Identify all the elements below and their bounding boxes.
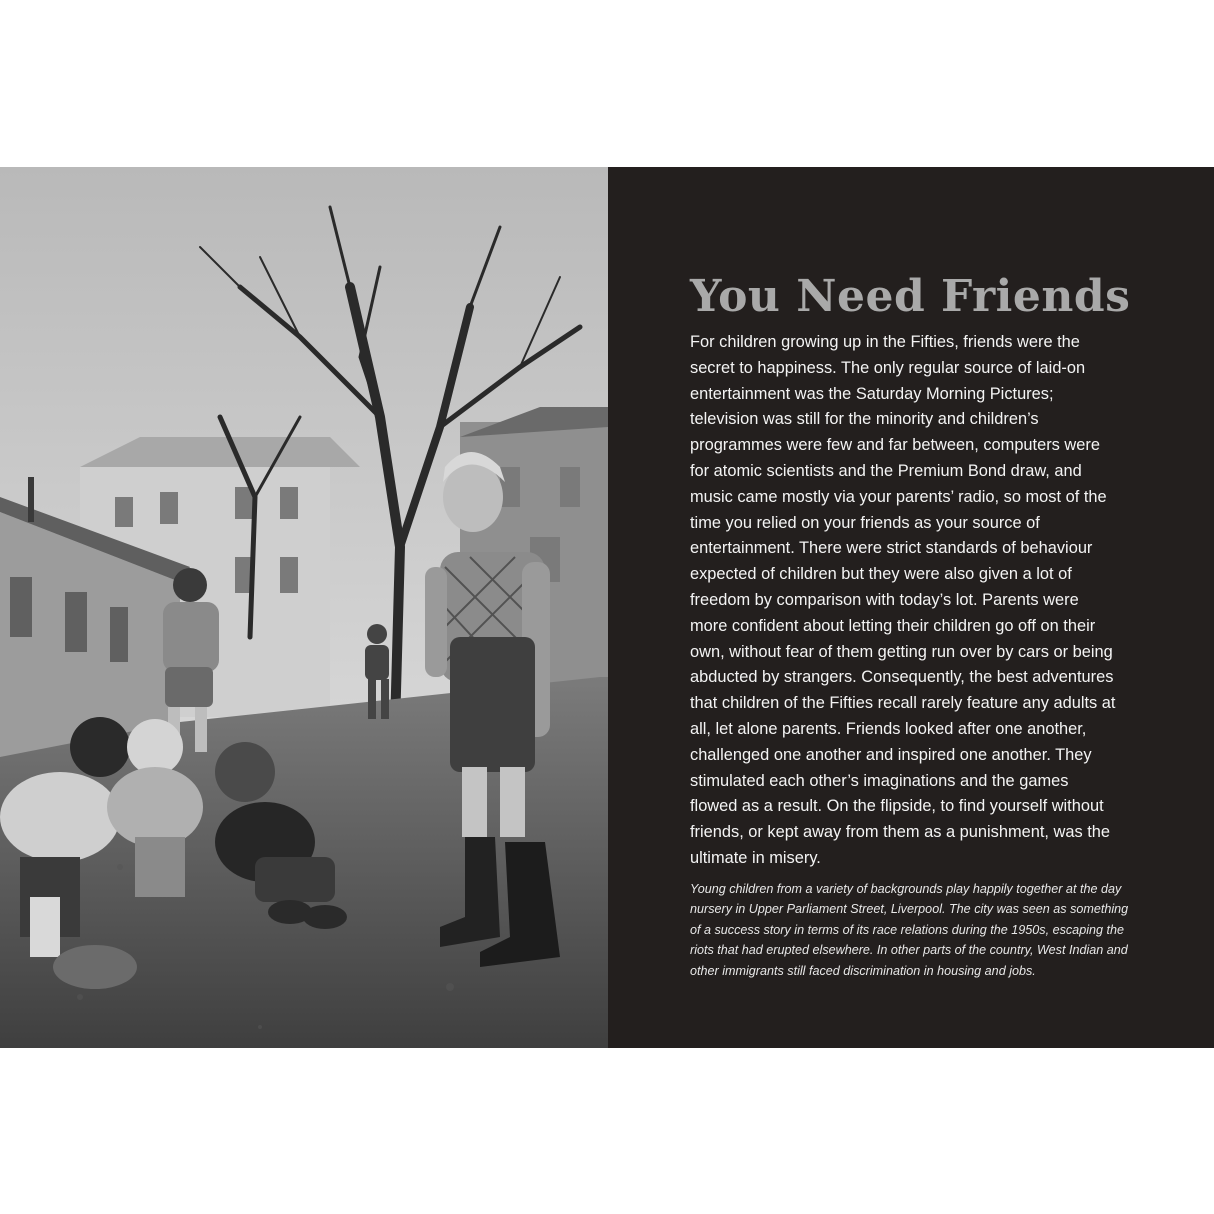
- text-panel: [608, 167, 1214, 1048]
- photograph-children-playing: [0, 167, 608, 1048]
- book-spread: [0, 167, 1214, 1048]
- chapter-heading: You Need Friends: [690, 271, 1131, 322]
- photograph-illustration: [0, 167, 608, 1048]
- photo-caption: Young children from a variety of backgrounds play happily together at the day nursery in Upper Parliament Street, Liverpool. The city was seen as something of a success story in terms of its race relations during the 1950s, escaping the riots that had erupted elsewhere. In other parts of the country, West Indian and other immigrants still faced discrimination in housing and jobs.: [690, 882, 1129, 978]
- body-paragraph: For children growing up in the Fifties, friends were the secret to happiness. The only regular source of laid-on entertainment was the Saturday Morning Pictures; television was still for the minority and children’s programmes were few and far between, computers were for atomic scientists and the Premium Bond draw, and music came mostly via your parents’ radio, so most of the time you relied on your friends as your source of entertainment. There were strict standards of behaviour expected of children but they were also given a lot of freedom by comparison with today’s lot. Parents were more confident about letting their children go off on their own, without fear of them getting run over by cars or being abducted by strangers. Consequently, the best adventures that children of the Fifties recall rarely feature any adults at all, let alone parents. Friends looked after one another, challenged one another and inspired one another. They stimulated each other’s imaginations and the games flowed as a result. On the flipside, to find yourself without friends, or kept away from them as a punishment, was the ultimate in misery.: [690, 333, 1116, 867]
